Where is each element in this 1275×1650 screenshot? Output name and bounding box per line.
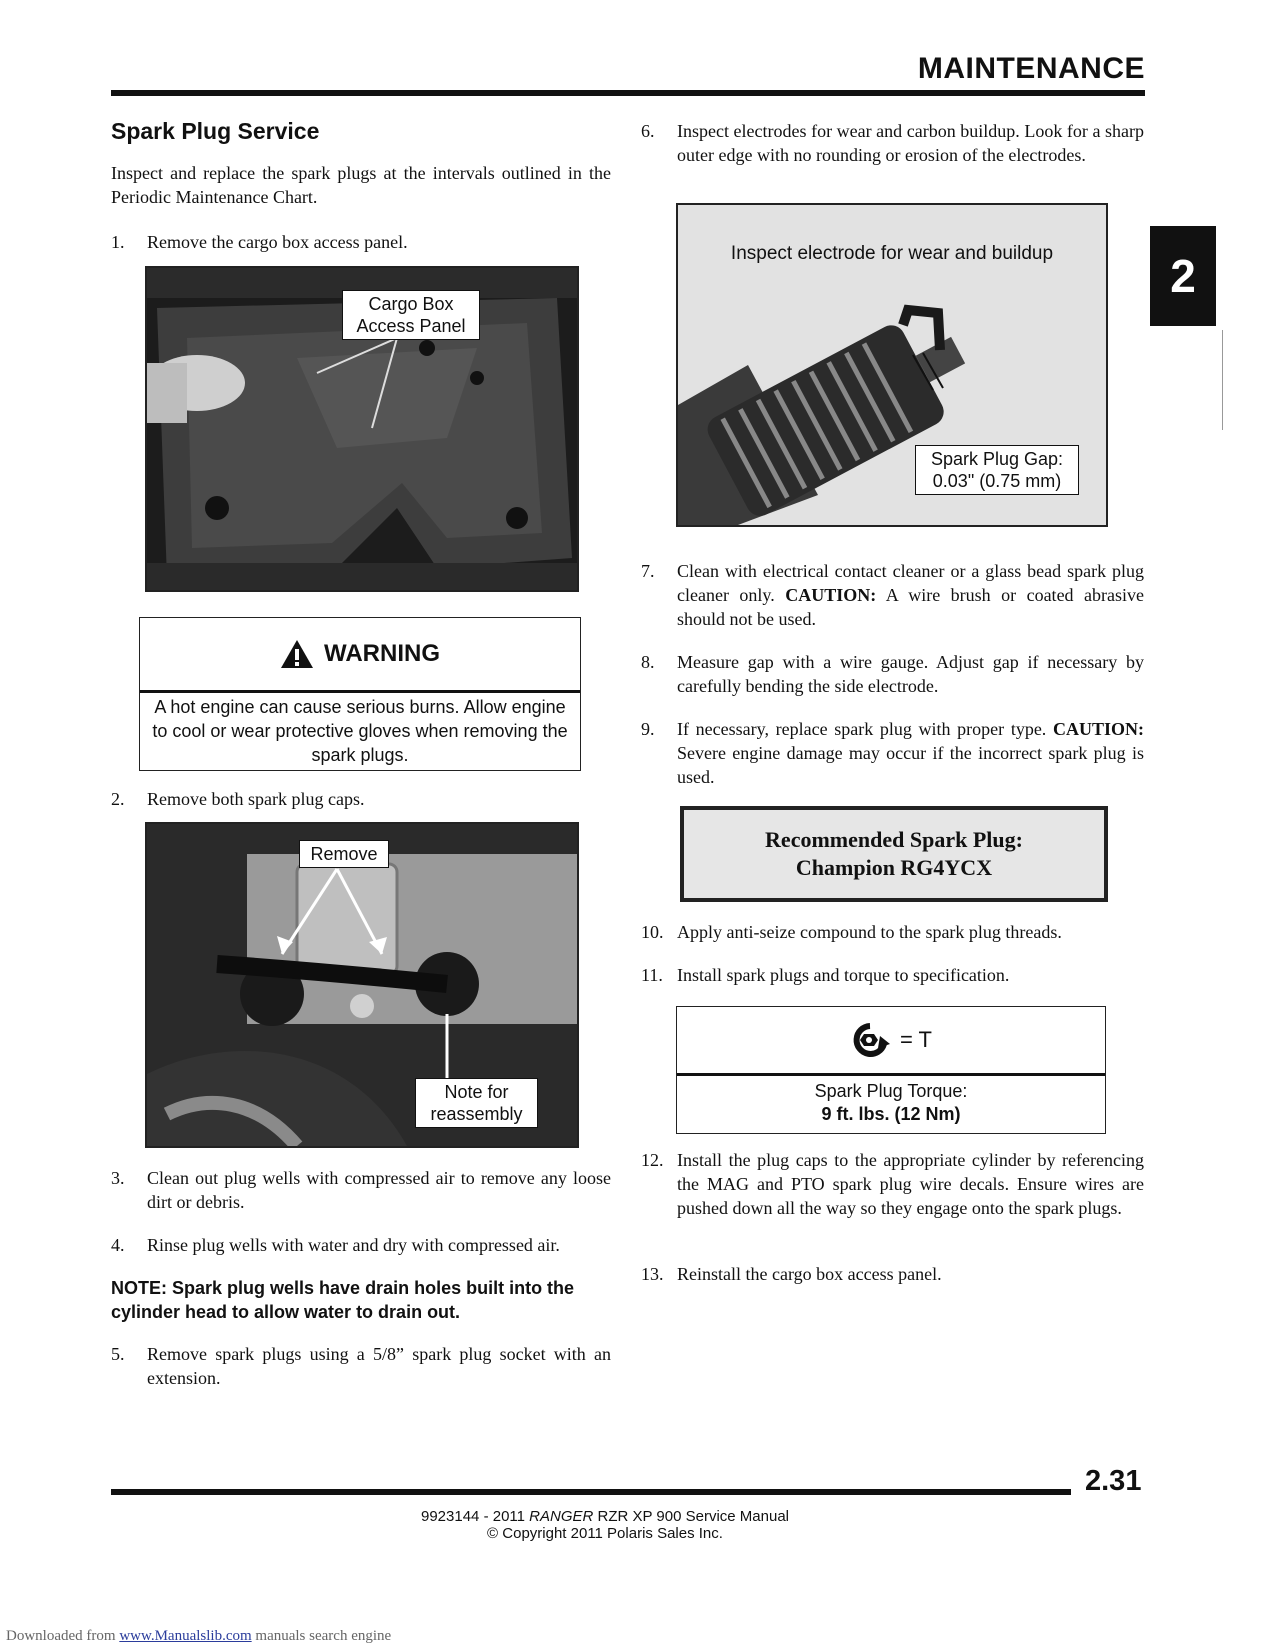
- warning-box: [139, 617, 581, 771]
- step-text: Reinstall the cargo box access panel.: [677, 1264, 942, 1284]
- step-number: 3.: [111, 1168, 125, 1188]
- manual-title: [0, 1508, 1210, 1525]
- callout-line: 0.03" (0.75 mm): [932, 471, 1062, 491]
- step-text: Remove the cargo box access panel.: [147, 232, 408, 252]
- gap-callout: [915, 445, 1079, 495]
- step-6: [641, 119, 1144, 193]
- step-13: [641, 1262, 1144, 1288]
- copyright: © Copyright 2011 Polaris Sales Inc.: [487, 1525, 723, 1542]
- step-text-part: A wire brush or coated abrasive should not be used.: [677, 585, 1144, 629]
- cargo-box-photo: [145, 266, 579, 592]
- torque-header: [677, 1007, 1105, 1076]
- step-text: Remove both spark plug caps.: [147, 789, 365, 809]
- manual-title-italic: RANGER: [529, 1508, 594, 1525]
- step-4: [111, 1233, 611, 1259]
- warning-text: A hot engine can cause serious burns. Allow engine to cool or wear protective gloves when removing the spark plugs.: [152, 697, 568, 765]
- callout-line: Spark Plug Gap:: [930, 449, 1064, 469]
- step-text: Rinse plug wells with water and dry with compressed air.: [147, 1235, 560, 1255]
- header-rule: [111, 90, 1145, 96]
- step-number: 4.: [111, 1235, 125, 1255]
- download-notice: [6, 1628, 391, 1645]
- step-text-part: If necessary, replace spark plug with proper type.: [677, 719, 1053, 739]
- step-number: 7.: [641, 561, 655, 581]
- torque-spec-box: [676, 1006, 1106, 1134]
- torque-body: [677, 1076, 1105, 1126]
- step-10: [641, 920, 1144, 946]
- cargo-box-callout: [342, 290, 480, 340]
- torque-symbol: = T: [899, 1027, 932, 1052]
- step-2: [111, 787, 611, 813]
- step-1: [111, 230, 611, 256]
- step-number: 12.: [641, 1150, 664, 1170]
- download-prefix: Downloaded from: [6, 1628, 120, 1644]
- step-8: [641, 650, 1144, 700]
- step-9: [641, 717, 1144, 791]
- warning-header: [140, 618, 580, 693]
- step-text: Measure gap with a wire gauge. Adjust gap if necessary by carefully bending the side electrode.: [677, 652, 1144, 696]
- callout-line: reassembly: [430, 1104, 523, 1124]
- step-text: [677, 717, 1144, 789]
- manual-title-part: RZR XP 900 Service Manual: [593, 1508, 789, 1525]
- caution-label: CAUTION:: [1052, 719, 1144, 739]
- step-3: [111, 1166, 611, 1216]
- step-11: [641, 963, 1144, 989]
- step-text: Install the plug caps to the appropriate cylinder by referencing the MAG and PTO spark plug wire decals. Ensure wires are pushed down all the way so they engage onto the spark plugs.: [677, 1150, 1144, 1218]
- step-text-part: Severe engine damage may occur if the incorrect spark plug is used.: [677, 743, 1144, 787]
- manualslib-link[interactable]: www.Manualslib.com: [119, 1628, 252, 1644]
- page-number: 2.31: [1085, 1465, 1142, 1497]
- step-number: 10.: [641, 922, 664, 942]
- torque-value: 9 ft. lbs. (12 Nm): [821, 1104, 961, 1124]
- step-number: 13.: [641, 1264, 664, 1284]
- section-title: Spark Plug Service: [111, 118, 320, 144]
- step-number: 2.: [111, 789, 125, 809]
- intro-paragraph: Inspect and replace the spark plugs at the intervals outlined in the Periodic Maintenance Chart.: [111, 163, 611, 207]
- step-text: Install spark plugs and torque to specification.: [677, 965, 1010, 985]
- step-number: 1.: [111, 232, 125, 252]
- recommended-plug-box: [680, 806, 1108, 902]
- step-5: [111, 1342, 611, 1392]
- step-7: [641, 559, 1144, 633]
- torque-wrench-icon: [850, 1022, 890, 1058]
- step-text: Apply anti-seize compound to the spark plug threads.: [677, 922, 1062, 942]
- recommended-heading: Recommended Spark Plug:: [765, 827, 1023, 852]
- step-text: Inspect electrodes for wear and carbon buildup. Look for a sharp outer edge with no rounding or erosion of the electrodes.: [677, 121, 1144, 165]
- step-text: [677, 559, 1144, 631]
- drain-holes-note: NOTE: Spark plug wells have drain holes built into the cylinder head to allow water to drain out.: [111, 1278, 575, 1322]
- recommended-model: Champion RG4YCX: [795, 855, 993, 880]
- step-text-part: Clean with electrical contact cleaner or a glass bead spark plug cleaner only.: [677, 561, 1144, 605]
- spark-plug-caps-photo: [145, 822, 579, 1148]
- step-number: 9.: [641, 719, 655, 739]
- manual-title-part: 9923144 - 2011: [421, 1508, 530, 1525]
- reassembly-callout: [415, 1078, 538, 1128]
- chapter-tab: 2: [1150, 226, 1216, 326]
- download-suffix: manuals search engine: [251, 1628, 392, 1644]
- callout-line: Note for: [444, 1082, 509, 1102]
- footer-rule: [111, 1489, 1071, 1495]
- torque-label: Spark Plug Torque:: [814, 1081, 968, 1101]
- electrode-photo: [676, 203, 1108, 527]
- remove-callout: Remove: [299, 840, 389, 868]
- electrode-caption: Inspect electrode for wear and buildup: [730, 243, 1054, 264]
- section-header: MAINTENANCE: [917, 52, 1145, 85]
- caution-label: CAUTION:: [785, 585, 877, 605]
- step-number: 8.: [641, 652, 655, 672]
- tab-edge: [1222, 330, 1223, 430]
- warning-triangle-icon: [280, 639, 314, 669]
- step-number: 6.: [641, 121, 655, 141]
- callout-line: Access Panel: [356, 316, 466, 336]
- step-12: [641, 1148, 1144, 1246]
- step-number: 5.: [111, 1344, 125, 1364]
- callout-line: Cargo Box: [368, 294, 454, 314]
- step-number: 11.: [641, 965, 663, 985]
- step-text: Remove spark plugs using a 5/8” spark plug socket with an extension.: [147, 1344, 611, 1388]
- warning-heading: WARNING: [324, 640, 440, 667]
- step-text: Clean out plug wells with compressed air to remove any loose dirt or debris.: [147, 1168, 611, 1212]
